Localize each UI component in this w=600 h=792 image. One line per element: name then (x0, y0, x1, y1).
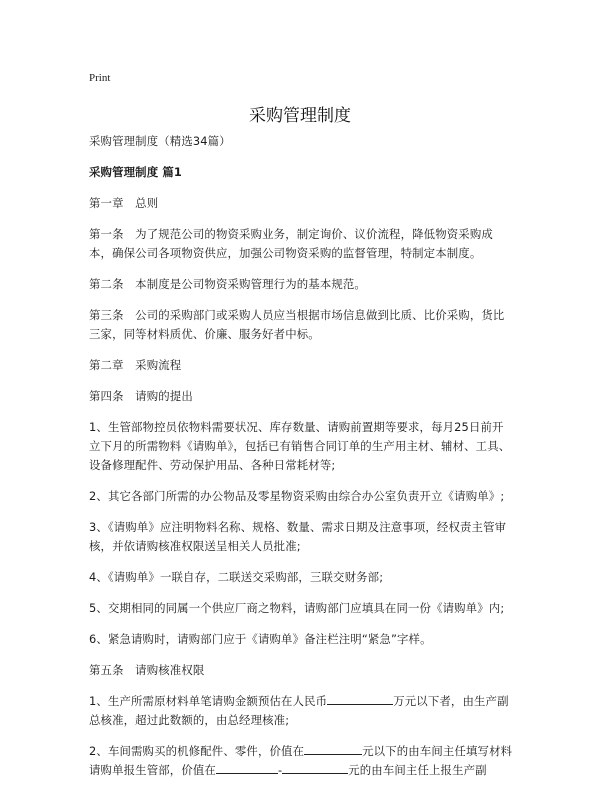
value-blank-3 (282, 761, 348, 774)
article-3: 第三条 公司的采购部门或采购人员应当根据市场信息做到比质、比价采购，货比三家，同等材料质优、价廉、服务好者中标。 (89, 308, 505, 341)
document-title: 采购管理制度 (249, 106, 351, 126)
article-2: 第二条 本制度是公司物资采购管理行为的基本规范。 (89, 277, 366, 291)
approval-item-2 (89, 742, 513, 780)
approval-item-1-text-b: 万元以下者，由生产副总核准，超过此数额的，由总经理核准; (89, 694, 509, 727)
article-5: 第五条 请购核准权限 (89, 663, 205, 677)
request-item-5: 5、交期相同的同属一个供应厂商之物料，请购部门应填具在同一份《请购单》内; (89, 601, 505, 615)
article-1: 第一条 为了规范公司的物资采购业务，制定询价、议价流程，降低物资采购成本，确保公司各项物资供应，加强公司物资采购的监督管理，特制定本制度。 (89, 227, 493, 260)
document-body (89, 132, 513, 792)
article-4: 第四条 请购的提出 (89, 389, 193, 403)
approval-item-2-text-d: 元的由车间主任上报生产副 (348, 763, 487, 777)
chapter-2-heading: 第二章 采购流程 (89, 358, 182, 372)
request-item-3: 3、《请购单》应注明物料名称、规格、数量、需求日期及注意事项，经权责主管审核，并依请购核准权限送呈相关人员批准; (89, 520, 507, 553)
approval-item-2-text-b: 元以下的由车间主任填写材料请购单报生管部，价值在 (89, 744, 513, 777)
request-item-2: 2、其它各部门所需的办公物品及零星物资采购由综合办公室负责开立《请购单》; (89, 489, 505, 503)
amount-blank (327, 692, 393, 705)
subtitle: 采购管理制度（精选34篇） (89, 134, 231, 148)
print-label[interactable]: Print (89, 72, 111, 84)
approval-item-1-text-a: 1、生产所需原材料单笔请购金额预估在人民币 (89, 694, 328, 708)
request-item-6: 6、紧急请购时，请购部门应于《请购单》备注栏注明“紧急”字样。 (89, 632, 432, 646)
approval-item-1 (89, 692, 513, 730)
section-heading: 采购管理制度 篇1 (89, 165, 182, 179)
value-blank-2 (216, 761, 278, 774)
request-item-4: 4、《请购单》一联自存，二联送交采购部，三联交财务部; (89, 570, 384, 584)
approval-item-2-text-a: 2、车间需购买的机修配件、零件，价值在 (89, 744, 305, 758)
chapter-1-heading: 第一章 总则 (89, 196, 159, 210)
value-blank-1 (304, 742, 362, 755)
request-item-1: 1、生管部物控员依物料需要状况、库存数量、请购前置期等要求，每月25日前开立下月的所需物料《请购单》，包括已有销售合同订单的生产用主材、辅材、工具、设备修理配件、劳动保护用品、各种日常耗材等; (89, 420, 511, 472)
approval-item-2-dash: - (277, 763, 283, 777)
